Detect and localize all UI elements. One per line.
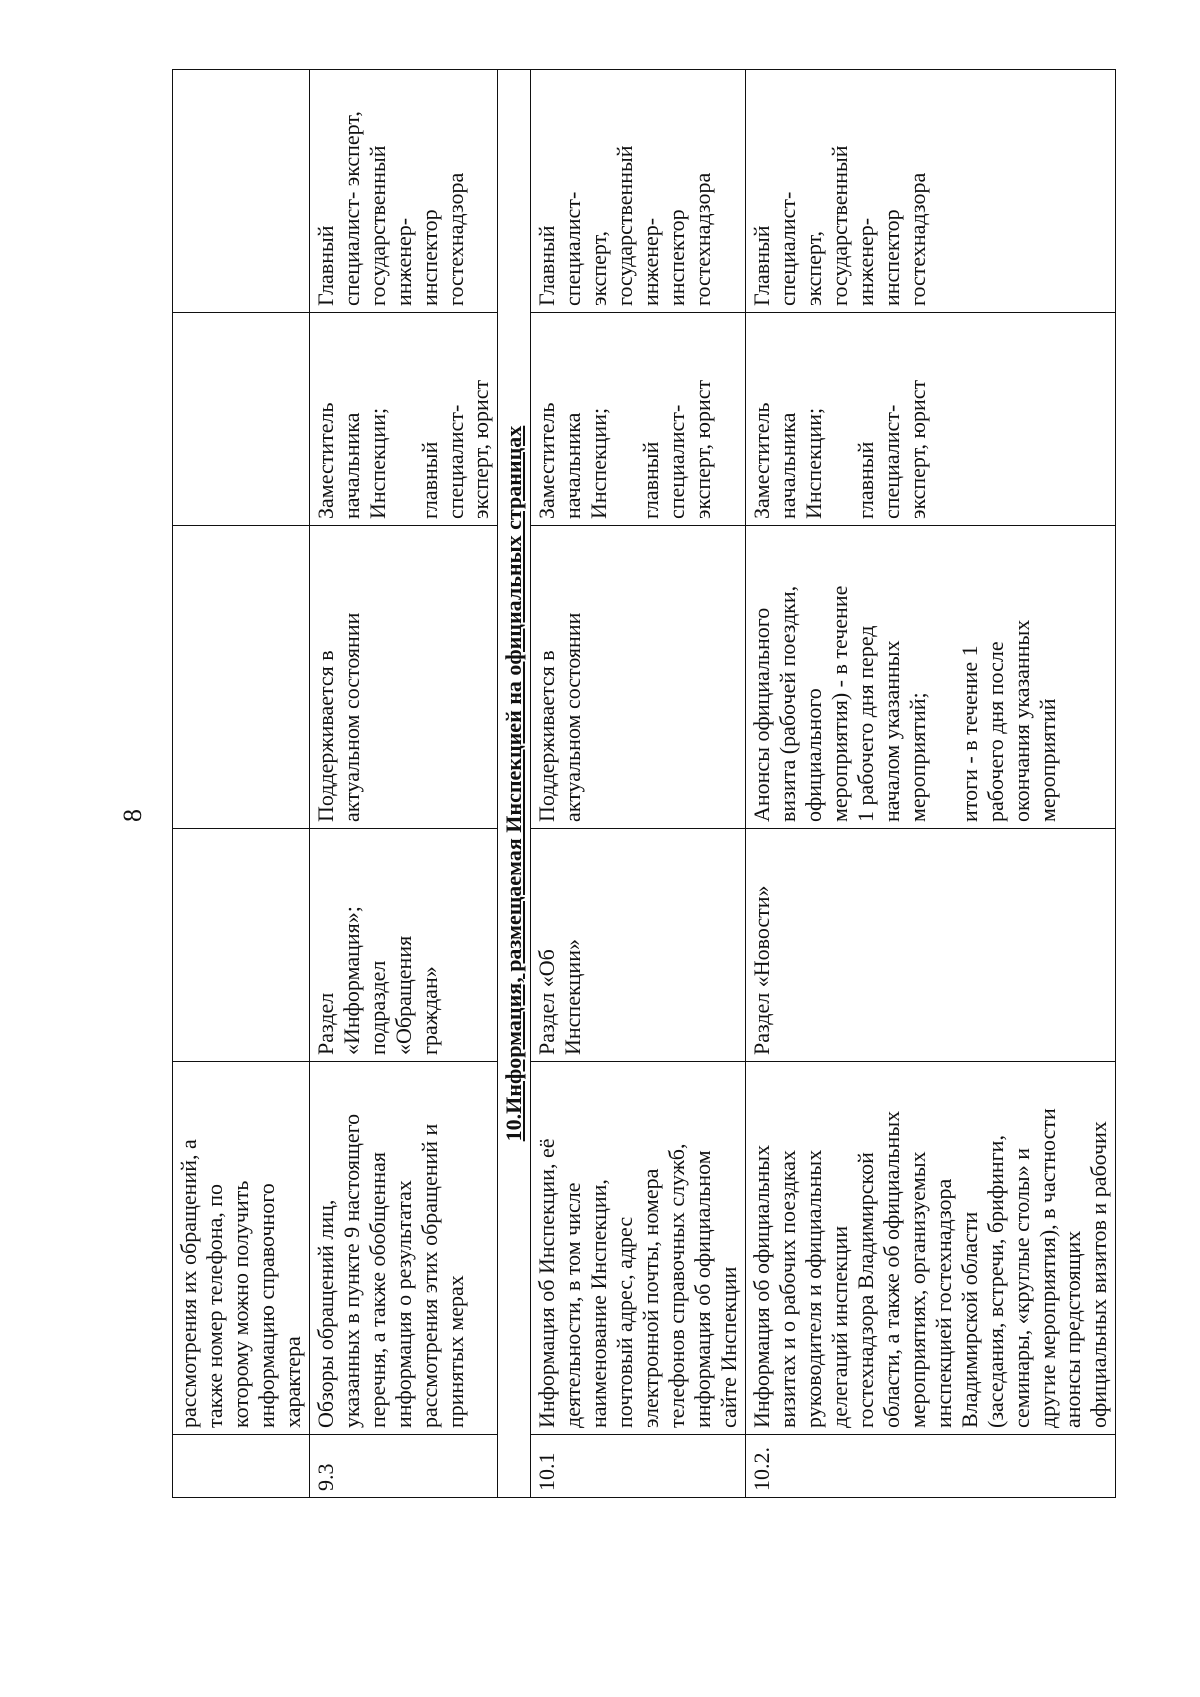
- text-line: инспектор: [664, 209, 690, 306]
- term-cell: [746, 526, 1116, 829]
- section-cell: [531, 829, 746, 1062]
- text-line: официального: [800, 688, 826, 822]
- text-line: электронной почты, номера: [638, 1168, 664, 1428]
- responsible-cell-2: [309, 70, 498, 313]
- section-cell: [746, 829, 1116, 1062]
- text-line: Заместитель: [534, 402, 560, 519]
- text-line: начальника: [338, 412, 364, 519]
- text-line: мероприятий: [1034, 698, 1060, 822]
- text-line: началом указанных: [878, 640, 904, 822]
- text-line: 1 рабочего дня перед: [852, 625, 878, 822]
- row-number: [173, 1435, 310, 1498]
- text-line: информация об официальном: [690, 1150, 716, 1428]
- text-line: которому можно получить: [227, 1180, 253, 1428]
- table-row: [173, 70, 310, 1498]
- responsible-cell: [746, 313, 1116, 526]
- text-line: Заместитель: [312, 402, 338, 519]
- text-line: инспектор: [878, 209, 904, 306]
- text-line: итоги - в течение 1: [956, 645, 982, 822]
- text-line: «Информация»;: [338, 906, 364, 1055]
- term-cell: [309, 526, 498, 829]
- text-line: инженер-: [390, 217, 416, 306]
- text-line: рассмотрения этих обращений и: [416, 1123, 442, 1428]
- term-cell: [531, 526, 746, 829]
- text-line: специалист-: [560, 191, 586, 306]
- text-line: Главный: [749, 225, 775, 306]
- text-line: области, а также об официальных: [878, 1110, 904, 1428]
- text-line: главный: [852, 441, 878, 519]
- text-line: Инспекции;: [364, 407, 390, 519]
- text-line: рассмотрения их обращений, а: [176, 1139, 201, 1428]
- table-row: [309, 70, 498, 1498]
- section-cell: [173, 829, 310, 1062]
- text-line: почтовый адрес, адрес: [612, 1216, 638, 1428]
- blank-line: [391, 319, 417, 519]
- text-line: мероприятиях, организуемых: [904, 1151, 930, 1428]
- row-number: 10.2.: [746, 1435, 1116, 1498]
- text-line: актуальном состоянии: [560, 612, 586, 822]
- info-cell: [746, 1062, 1116, 1435]
- text-line: эксперт,: [800, 230, 826, 306]
- section-cell: [309, 829, 498, 1062]
- section-heading: 10.Информация, размещаемая Инспекцией на официальных страницах: [498, 70, 531, 1498]
- text-line: деятельности, в том числе: [560, 1182, 586, 1428]
- text-line: специалист-: [442, 404, 468, 519]
- responsible-cell-2: [746, 70, 1116, 313]
- text-line: визитах и о рабочих поездках: [774, 1150, 800, 1428]
- text-line: мероприятия) - в течение: [826, 585, 852, 822]
- text-line: указанных в пункте 9 настоящего: [338, 1113, 364, 1428]
- text-line: государственный: [826, 145, 852, 306]
- text-line: граждан»: [416, 966, 442, 1055]
- row-number: 10.1: [531, 1435, 746, 1498]
- blank-line: [931, 532, 957, 822]
- text-line: Поддерживается в: [312, 650, 338, 822]
- text-line: главный: [416, 441, 442, 519]
- responsible-cell-2: [531, 70, 746, 313]
- rotated-table-container: [172, 110, 1150, 1498]
- text-line: инспекцией гостехнадзора: [930, 1178, 956, 1428]
- text-line: принятых мерах: [442, 1275, 468, 1428]
- text-line: Раздел «Об: [534, 949, 560, 1055]
- text-line: Инспекции»: [560, 939, 586, 1055]
- page-number: 8: [118, 809, 147, 822]
- text-line: Владимирской области: [956, 1211, 982, 1428]
- text-line: гостехнадзора: [690, 172, 716, 306]
- responsible-cell: [309, 313, 498, 526]
- text-line: начальника: [560, 412, 586, 519]
- responsible-cell-2: [173, 70, 310, 313]
- text-line: (заседания, встречи, брифинги,: [982, 1135, 1008, 1428]
- text-line: инженер-: [852, 217, 878, 306]
- text-line: эксперт, юрист: [468, 379, 494, 519]
- info-cell: [173, 1062, 310, 1435]
- text-line: официальных визитов и рабочих: [1086, 1121, 1112, 1428]
- text-line: мероприятий;: [904, 692, 930, 822]
- text-line: Раздел: [312, 992, 338, 1055]
- text-line: Раздел «Новости»: [749, 885, 775, 1055]
- text-line: информацию справочного: [253, 1183, 279, 1428]
- row-number: 9.3: [309, 1435, 498, 1498]
- section-heading-row: [498, 70, 531, 1498]
- text-line: Заместитель: [749, 402, 775, 519]
- text-line: главный: [638, 441, 664, 519]
- responsible-cell: [531, 313, 746, 526]
- info-cell: [531, 1062, 746, 1435]
- blank-line: [612, 319, 638, 519]
- text-line: сайте Инспекции: [716, 1266, 742, 1428]
- text-line: гостехнадзора Владимирской: [852, 1152, 878, 1428]
- text-line: также номер телефона, по: [201, 1183, 227, 1428]
- text-line: Инспекции;: [586, 407, 612, 519]
- text-line: рабочего дня после: [982, 641, 1008, 822]
- text-line: специалист-: [774, 191, 800, 306]
- text-line: гостехнадзора: [442, 172, 468, 306]
- text-line: Информация об официальных: [749, 1144, 775, 1428]
- text-line: Главный: [534, 225, 560, 306]
- text-line: окончания указанных: [1008, 619, 1034, 822]
- text-line: гостехнадзора: [904, 172, 930, 306]
- table-row: [531, 70, 746, 1498]
- blank-line: [827, 319, 853, 519]
- table-row: [746, 70, 1116, 1498]
- text-line: государственный: [612, 145, 638, 306]
- text-line: Обзоры обращений лиц,: [312, 1199, 338, 1428]
- text-line: Поддерживается в: [534, 650, 560, 822]
- text-line: другие мероприятия), в частности: [1034, 1108, 1060, 1428]
- text-line: специалист- эксперт,: [338, 111, 364, 306]
- responsible-cell: [173, 313, 310, 526]
- text-line: начальника: [774, 412, 800, 519]
- text-line: визита (рабочей поездки,: [774, 585, 800, 822]
- text-line: эксперт, юрист: [690, 379, 716, 519]
- text-line: Информация об Инспекции, её: [534, 1138, 560, 1428]
- text-line: информация о результатах: [390, 1180, 416, 1428]
- text-line: эксперт,: [586, 230, 612, 306]
- text-line: семинары, «круглые столы» и: [1008, 1148, 1034, 1428]
- text-line: специалист-: [664, 404, 690, 519]
- term-cell: [173, 526, 310, 829]
- text-line: инженер-: [638, 217, 664, 306]
- text-line: эксперт, юрист: [904, 379, 930, 519]
- text-line: подраздел: [364, 960, 390, 1055]
- text-line: актуальном состоянии: [338, 612, 364, 822]
- text-line: «Обращения: [390, 935, 416, 1055]
- text-line: Инспекции;: [800, 407, 826, 519]
- text-line: государственный: [364, 145, 390, 306]
- text-line: Главный: [312, 225, 338, 306]
- publication-table: [172, 69, 1116, 1498]
- text-line: специалист-: [878, 404, 904, 519]
- text-line: перечня, а также обобщенная: [364, 1151, 390, 1428]
- text-line: делегаций инспекции: [826, 1225, 852, 1428]
- text-line: характера: [279, 1336, 305, 1428]
- text-line: инспектор: [416, 209, 442, 306]
- text-line: наименование Инспекции,: [586, 1179, 612, 1428]
- text-line: телефонов справочных служб,: [664, 1143, 690, 1428]
- info-cell: [309, 1062, 498, 1435]
- text-line: Анонсы официального: [749, 607, 775, 822]
- text-line: анонсы предстоящих: [1060, 1230, 1086, 1428]
- text-line: руководителя и официальных: [800, 1149, 826, 1428]
